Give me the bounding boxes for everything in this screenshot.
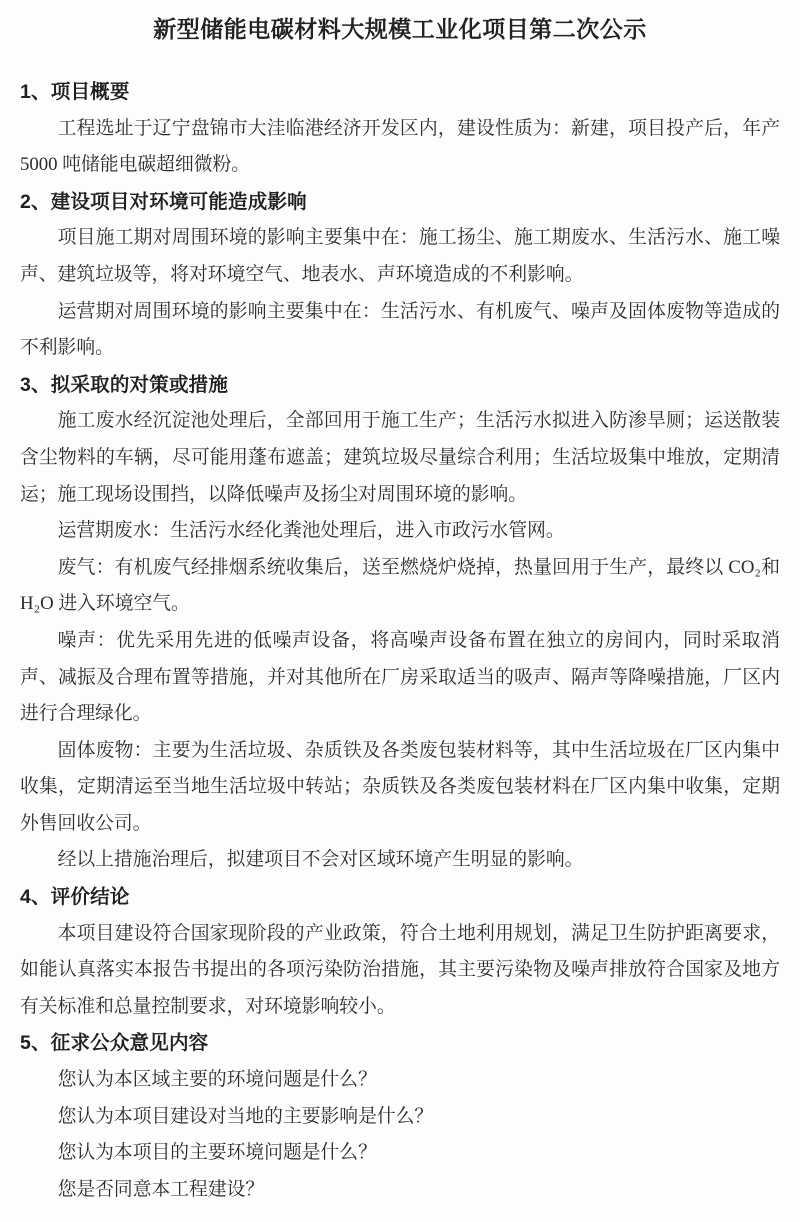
section-heading: 5、征求公众意见内容 <box>20 1032 209 1055</box>
question-item: 您认为本项目的主要环境问题是什么？ <box>57 1142 377 1164</box>
paragraph: 废气：有机废气经排烟系统收集后，送至燃烧炉烧掉，热量回用于生产，最终以 CO₂和 H₂O 进入环境空气。 <box>20 556 780 615</box>
section-heading: 1、项目概要 <box>20 81 130 103</box>
paragraph: 工程选址于辽宁盘锦市大洼临港经济开发区内，建设性质为：新建，项目投产后，年产5000 吨储能电碳超细微粉。 <box>20 117 780 176</box>
section-heading: 3、拟采取的对策或措施 <box>20 373 229 396</box>
document-body <box>20 74 780 1208</box>
section-environmental-impact <box>20 184 780 367</box>
section-evaluation-conclusion <box>20 879 780 1025</box>
question-item: 您是否同意本工程建设？ <box>57 1178 265 1200</box>
question-item: 您认为本项目建设对当地的主要影响是什么？ <box>57 1105 434 1127</box>
paragraph: 经以上措施治理后，拟建项目不会对区域环境产生明显的影响。 <box>57 849 584 871</box>
paragraph: 本项目建设符合国家现阶段的产业政策，符合土地利用规划，满足卫生防护距离要求，如能认真落实本报告书提出的各项污染防治措施，其主要污染物及噪声排放符合国家及地方有关标准和总量控制要求，对环境影响较小。 <box>20 922 780 1017</box>
paragraph: 固体废物：主要为生活垃圾、杂质铁及各类废包装材料等，其中生活垃圾在厂区内集中收集，定期清运至当地生活垃圾中转站；杂质铁及各类废包装材料在厂区内集中收集，定期外售回收公司。 <box>20 739 780 834</box>
section-heading: 4、评价结论 <box>20 886 130 909</box>
section-public-opinion <box>20 1025 780 1208</box>
paragraph: 施工废水经沉淀池处理后，全部回用于施工生产；生活污水拟进入防渗旱厕；运送散装含尘物料的车辆，尽可能用蓬布遮盖；建筑垃圾尽量综合利用；生活垃圾集中堆放，定期清运；施工现场设围挡，以降低噪声及扬尘对周围环境的影响。 <box>20 410 780 505</box>
section-project-summary <box>20 74 780 184</box>
paragraph: 运营期对周围环境的影响主要集中在：生活污水、有机废气、噪声及固体废物等造成的不利影响。 <box>20 300 780 359</box>
section-countermeasures <box>20 367 780 879</box>
document-title: 新型储能电碳材料大规模工业化项目第二次公示 <box>153 16 647 42</box>
question-item: 您认为本区域主要的环境问题是什么？ <box>57 1069 377 1091</box>
paragraph: 项目施工期对周围环境的影响主要集中在：施工扬尘、施工期废水、生活污水、施工噪声、建筑垃圾等，将对环境空气、地表水、声环境造成的不利影响。 <box>20 227 780 285</box>
paragraph: 运营期废水：生活污水经化粪池处理后，进入市政污水管网。 <box>57 520 565 542</box>
section-heading: 2、建设项目对环境可能造成影响 <box>20 190 307 213</box>
paragraph: 噪声：优先采用先进的低噪声设备，将高噪声设备布置在独立的房间内，同时采取消声、减振及合理布置等措施，并对其他所在厂房采取适当的吸声、隔声等降噪措施，厂区内进行合理绿化。 <box>20 629 780 725</box>
